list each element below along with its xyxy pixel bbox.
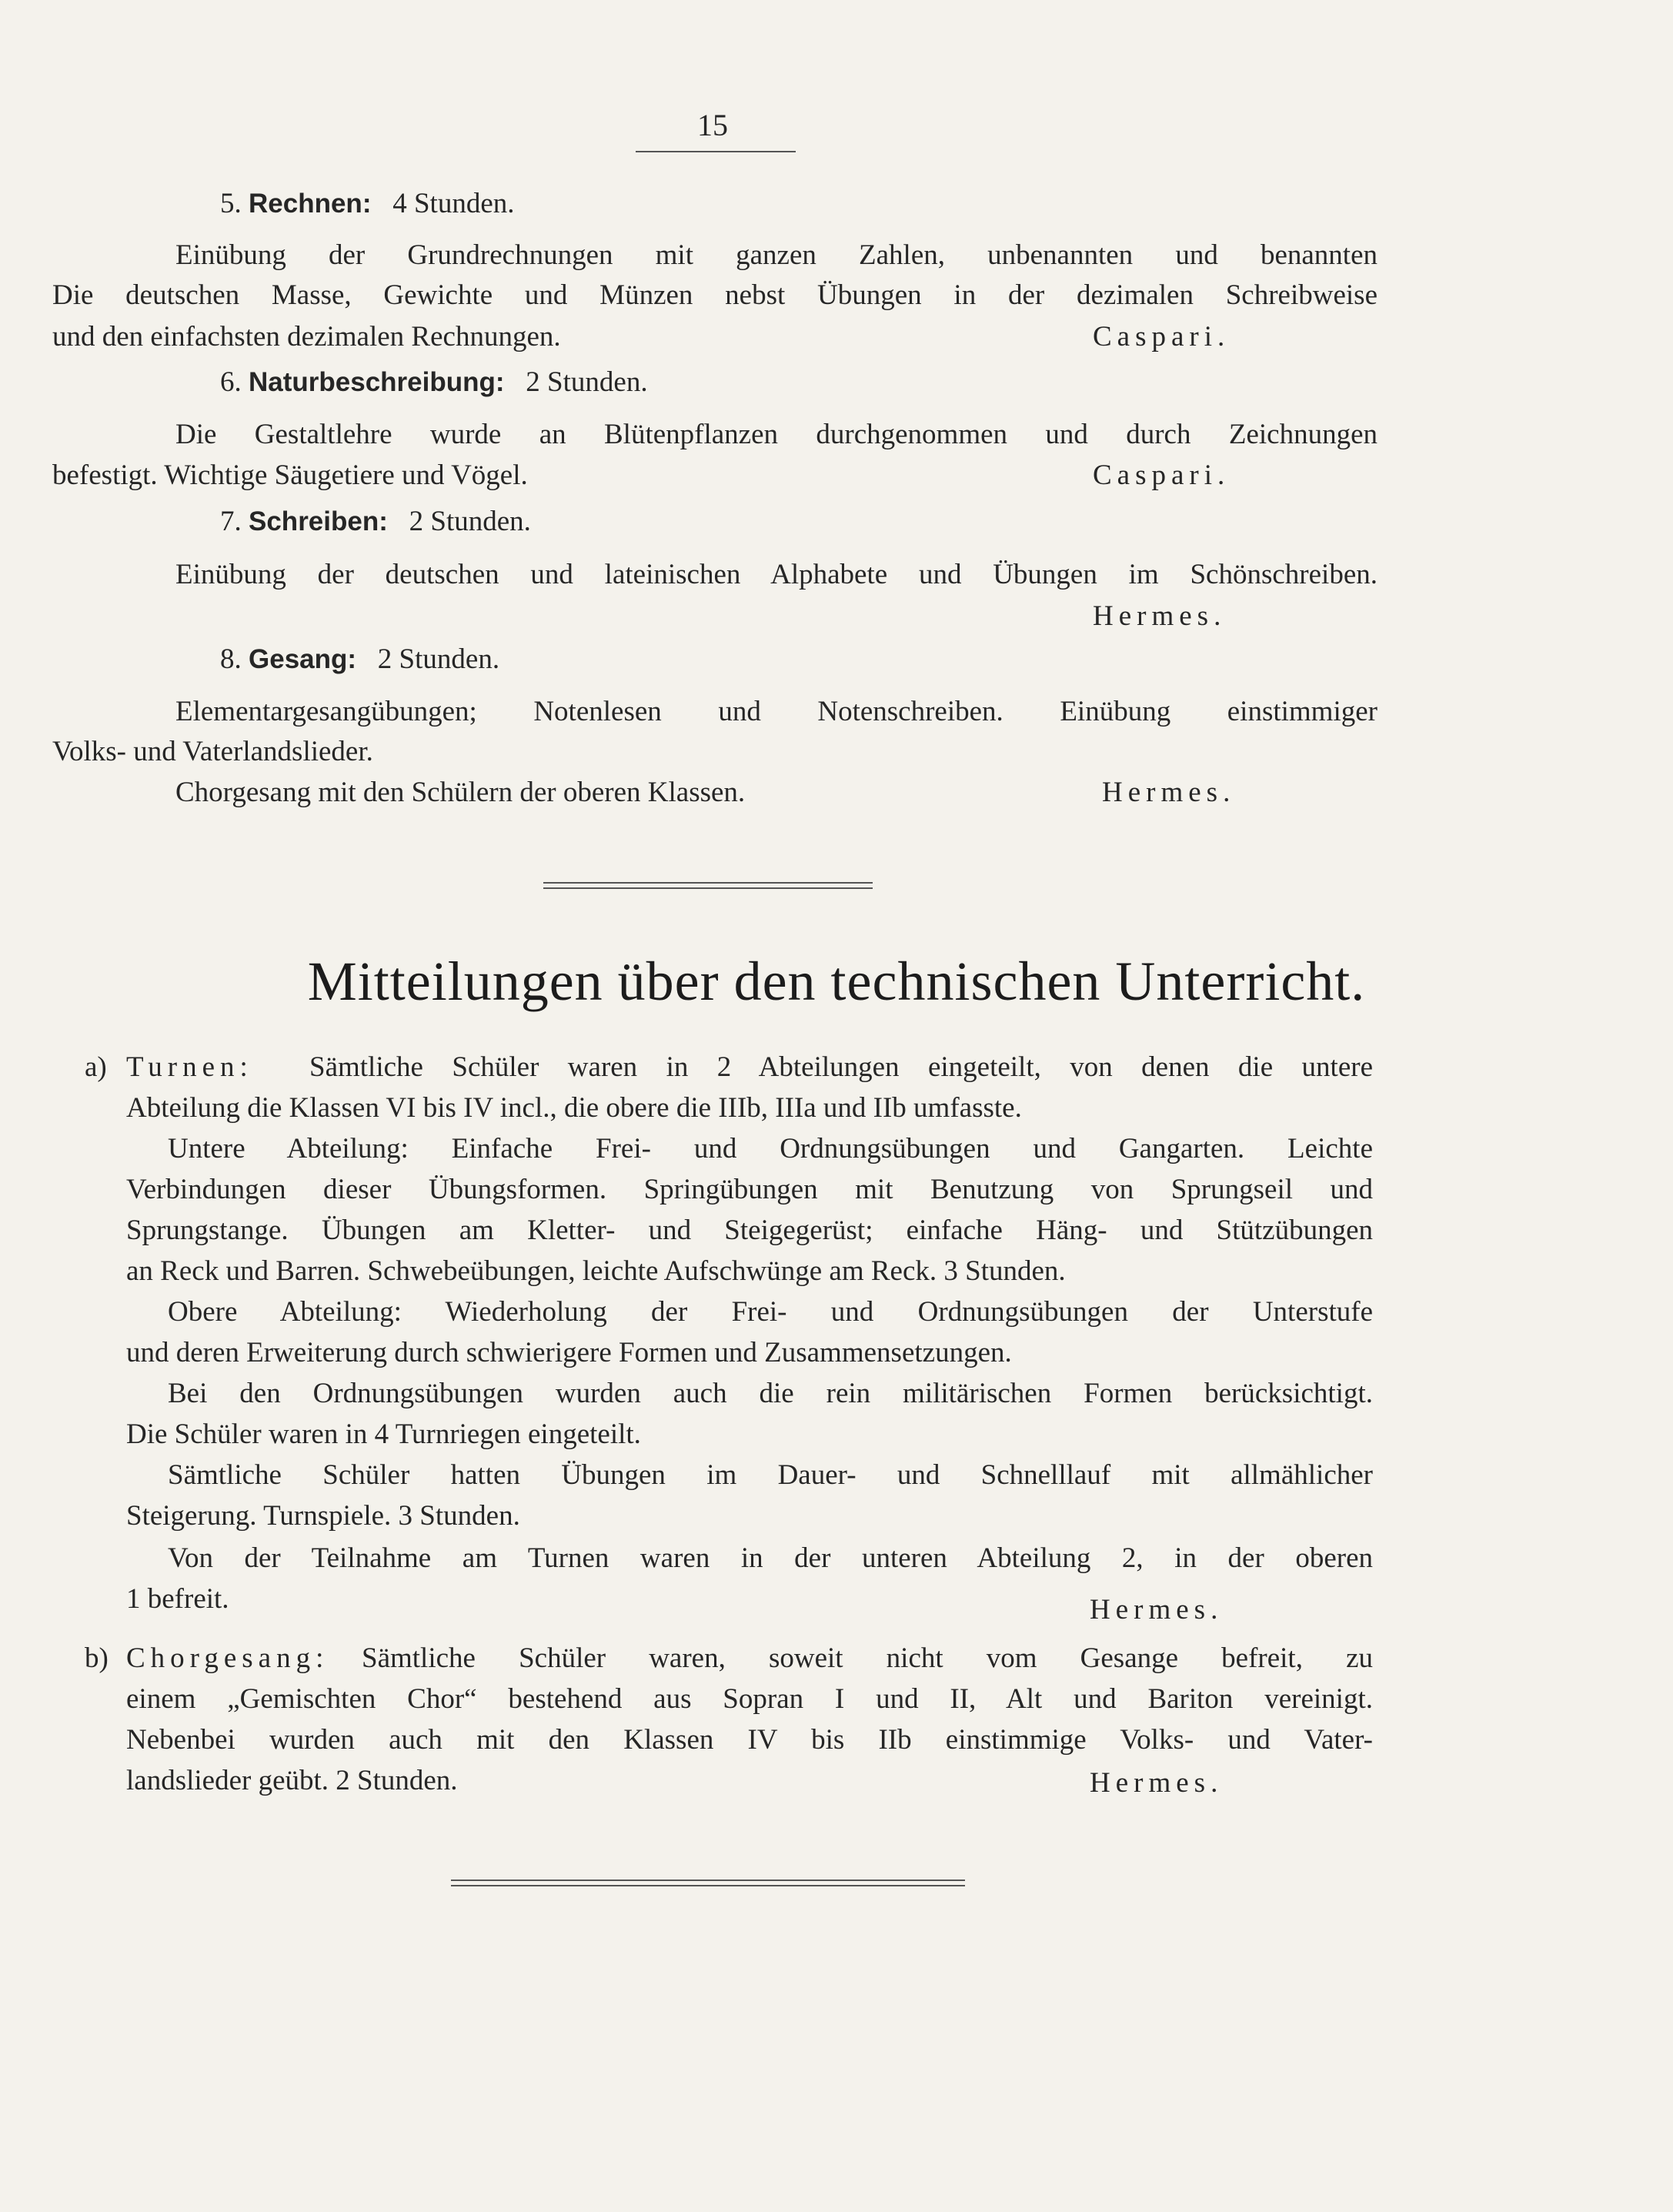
section-colon: : [362,189,372,219]
text-line: Sämtliche Schüler hatten Übungen im Dauer- und Schnelllauf mit allmählicher [168,1459,1373,1491]
section-heading-gesang [220,639,499,680]
section-title: Rechnen [249,189,362,219]
section-title: Gesang [249,644,348,674]
teacher-name: Hermes. [1090,1767,1224,1799]
text-line: Nebenbei wurden auch mit den Klassen IV bis IIb einstimmige Volks- und Vater- [126,1724,1373,1756]
text-line: Volks- und Vaterlandslieder. [52,736,373,767]
page-title: Mitteilungen über den technischen Unterricht. [307,951,1366,1012]
text-line: Obere Abteilung: Wiederholung der Frei- und Ordnungsübungen der Unterstufe [168,1296,1373,1328]
text-line: Verbindungen dieser Übungsformen. Springübungen mit Benutzung von Sprungseil und [126,1174,1373,1205]
text-line: an Reck und Barren. Schwebeübungen, leichte Aufschwünge am Reck. 3 Stunden. [126,1255,1066,1287]
text-line: Untere Abteilung: Einfache Frei- und Ordnungsübungen und Gangarten. Leichte [168,1133,1373,1164]
item-label: b) [85,1642,109,1674]
item-title-chorgesang: Chorgesang: [126,1642,329,1674]
text-line: einem „Gemischten Chor“ bestehend aus Sopran I und II, Alt und Bariton vereinigt. [126,1683,1373,1715]
section-hours: 2 Stunden. [526,366,648,398]
section-heading-naturbeschreibung [220,362,648,403]
text-line: Steigerung. Turnspiele. 3 Stunden. [126,1500,520,1532]
teacher-name: Caspari. [1093,321,1231,353]
text-line: Die Gestaltlehre wurde an Blütenpflanzen durchgenommen und durch Zeichnungen [175,419,1377,450]
item-title-turnen: Turnen: [126,1051,253,1083]
section-hours: 4 Stunden. [392,188,515,219]
section-heading-rechnen [220,183,515,225]
teacher-name: Caspari. [1093,459,1231,491]
text-line: Die deutschen Masse, Gewichte und Münzen nebst Übungen in der dezimalen Schreibweise [52,279,1377,311]
text-line: Bei den Ordnungsübungen wurden auch die rein militärischen Formen berücksichtigt. [168,1378,1373,1409]
section-divider [543,882,873,889]
text-line: und deren Erweiterung durch schwierigere Formen und Zusammensetzungen. [126,1337,1012,1368]
text-line: landslieder geübt. 2 Stunden. [126,1765,458,1796]
text-line: Abteilung die Klassen VI bis IV incl., die obere die IIIb, IIIa und IIb umfasste. [126,1092,1022,1124]
text-line: Sämtliche Schüler waren in 2 Abteilungen eingeteilt, von denen die untere [309,1051,1373,1083]
section-hours: 2 Stunden. [409,506,531,537]
section-heading-schreiben [220,501,531,543]
section-title: Naturbeschreibung [249,367,496,397]
item-label: a) [85,1051,107,1083]
text-line: 1 befreit. [126,1583,229,1615]
text-line: Die Schüler waren in 4 Turnriegen eingeteilt. [126,1418,641,1450]
page-number: 15 [697,108,728,142]
text-line: Sprungstange. Übungen am Kletter- und Steigegerüst; einfache Häng- und Stützübungen [126,1215,1373,1246]
section-colon: : [347,644,357,674]
section-colon: : [379,506,388,536]
section-number: 6. [220,366,242,398]
text-line: Elementargesangübungen; Notenlesen und Notenschreiben. Einübung einstimmiger [175,696,1377,727]
text-line: Von der Teilnahme am Turnen waren in der unteren Abteilung 2, in der oberen [168,1542,1373,1574]
section-title: Schreiben [249,506,379,536]
text-line: Einübung der deutschen und lateinischen Alphabete und Übungen im Schönschreiben. [175,559,1377,590]
text-line: Sämtliche Schüler waren, soweit nicht vom Gesange befreit, zu [362,1642,1373,1674]
text-line: und den einfachsten dezimalen Rechnungen. [52,321,561,353]
bottom-divider [451,1880,965,1886]
section-number: 5. [220,188,242,219]
section-hours: 2 Stunden. [377,643,500,675]
text-line: befestigt. Wichtige Säugetiere und Vögel. [52,459,528,491]
teacher-name: Hermes. [1102,777,1236,808]
teacher-name: Hermes. [1090,1594,1224,1626]
page-number-rule [636,151,796,152]
section-number: 8. [220,643,242,675]
text-line: Chorgesang mit den Schülern der oberen Klassen. [175,777,746,808]
section-colon: : [495,367,505,397]
section-number: 7. [220,506,242,537]
text-line: Einübung der Grundrechnungen mit ganzen Zahlen, unbenannten und benannten [175,239,1377,271]
teacher-name: Hermes. [1093,600,1227,632]
